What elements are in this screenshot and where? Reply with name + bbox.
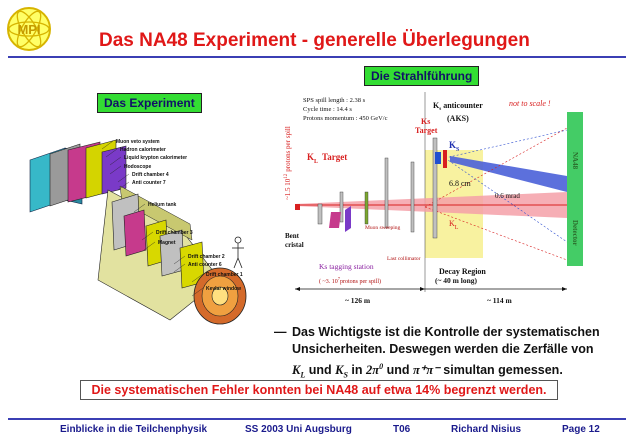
note-line-2: Unsicherheiten. Deswegen werden die Zerfälle von: [292, 342, 594, 356]
beamline-label: Die Strahlführung: [364, 66, 479, 86]
explanation-text: [274, 324, 619, 384]
svg-text:KLTarget: [307, 152, 347, 165]
title-divider: [8, 56, 626, 58]
mpi-logo: [6, 6, 52, 52]
footer-page: Page 12: [562, 424, 600, 435]
conclusion-box: Die systematischen Fehler konnten bei NA48 auf etwa 14% begrenzt werden.: [80, 380, 558, 400]
ks-label: Ks: [421, 117, 431, 126]
beamline-schematic: [275, 92, 625, 307]
cycle-time: Cycle time : 14.4 s: [303, 106, 352, 113]
proton-momentum: Protons momentum : 450 GeV/c: [303, 115, 388, 122]
detector-component-label: Anti counter 7: [132, 180, 166, 186]
na48-label: NA48: [571, 152, 579, 170]
footer-term: SS 2003 Uni Augsburg: [245, 424, 352, 435]
detector-illustration: [20, 130, 260, 330]
spill-length: SPS spill length : 2.38 s: [303, 97, 366, 104]
svg-text:KS: $K_S$: [449, 140, 460, 153]
bent-cristal-1: Bent: [285, 232, 299, 240]
detector-component-label: Kevlar window: [206, 286, 242, 292]
svg-text:KL: $K_L$: [449, 219, 459, 231]
footer-code: T06: [393, 424, 411, 435]
footer-author: Richard Nisius: [451, 424, 522, 435]
distance-126: ~ 126 m: [345, 296, 371, 305]
tagging-rate-exp: 7: [337, 276, 340, 281]
svg-text:( ~3. 107protons per spill): [319, 276, 381, 285]
logo-text: MPI: [17, 22, 41, 37]
detector-component-label: Hadron calorimeter: [120, 147, 166, 153]
detector-component-label: Magnet: [158, 240, 176, 246]
proton-rate: ~1.5 10: [284, 178, 292, 200]
kl-sub: L: [314, 159, 319, 165]
ks-anticounter-k: K: [433, 101, 440, 110]
kl-label: K: [307, 152, 315, 162]
detector-component-label: Helium tank: [148, 202, 177, 208]
note-line-1: Das Wichtigste ist die Kontrolle der systematischen: [292, 325, 600, 339]
distance-114: ~ 114 m: [487, 296, 512, 305]
dash-bullet: —: [274, 325, 287, 339]
detector-component-label: Anti counter 6: [188, 262, 222, 268]
experiment-label: Das Experiment: [97, 93, 202, 113]
muon-sweeping: Muon sweeping: [365, 225, 401, 231]
detector-component-label: Drift chamber 4: [132, 172, 169, 178]
ks-anticounter-sub: s: [439, 107, 442, 112]
last-collimator: Last collimator: [387, 256, 421, 262]
tagging-rate-unit: protons per spill): [340, 279, 381, 285]
tagging-rate: ( ~3. 10: [319, 279, 338, 285]
detector-label: Detector: [571, 220, 579, 246]
detector-component-label: Drift chamber 3: [156, 230, 193, 236]
detector-component-label: Muon veto system: [116, 139, 160, 145]
decay-region-1: Decay Region: [439, 267, 486, 276]
ks-tagging: Ks tagging station: [319, 262, 374, 271]
aks-label: (AKS): [447, 114, 469, 123]
proton-rate-unit: protons per spill: [284, 126, 292, 172]
detector-component-label: Drift chamber 1: [206, 272, 243, 278]
svg-text:Ksanticounter: [433, 101, 483, 112]
note-line-3: $K_L$ und $K_S$ in $2\pi^0$ und π⁺π⁻ simultan gemessen.: [292, 362, 563, 380]
kl-target-label: Target: [322, 152, 348, 162]
angle-label: 0.6 mrad: [495, 192, 520, 200]
distance-6.8: 6.8 cm: [449, 179, 471, 188]
detector-component-label: Hodoscope: [124, 164, 152, 170]
decay-region-2: (~ 40 m long): [435, 276, 478, 285]
footer-divider: [8, 418, 626, 420]
footer-course: Einblicke in die Teilchenphysik: [60, 424, 208, 435]
anticounter-label: anticounter: [443, 101, 483, 110]
not-to-scale: not to scale !: [509, 99, 551, 108]
ks-target-label: Target: [415, 126, 438, 135]
proton-rate-exp: 12: [284, 173, 289, 179]
detector-component-label: Liquid krypton calorimeter: [124, 155, 188, 161]
detector-component-label: Drift chamber 2: [188, 254, 225, 260]
page-title: Das NA48 Experiment - generelle Überlegungen: [99, 30, 530, 51]
svg-text:~1.5 1012protons per spill: [284, 126, 292, 200]
bent-cristal-2: cristal: [285, 241, 304, 249]
